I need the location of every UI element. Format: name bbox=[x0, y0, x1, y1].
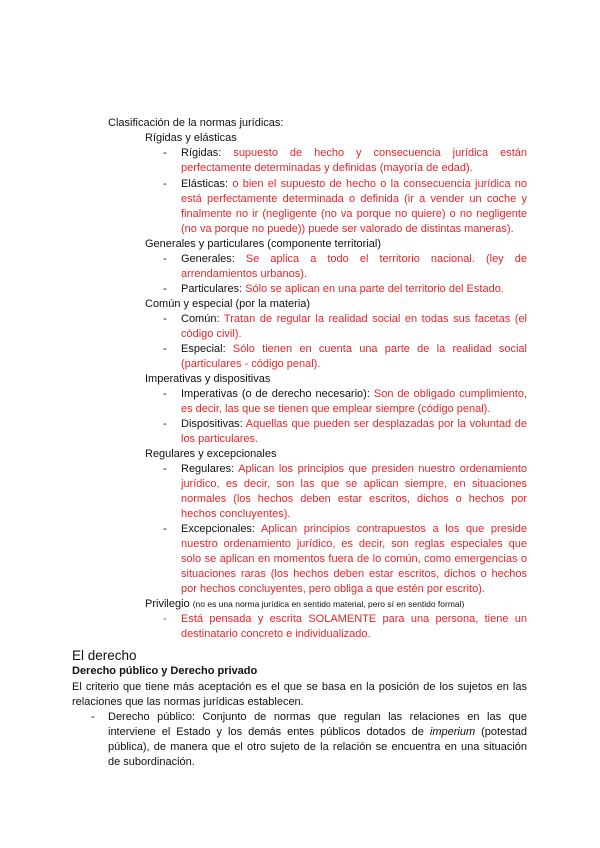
bullet-dash: - bbox=[163, 147, 167, 159]
def-line: finalmente no ir (negligente (no va porque no quiere) o no negligente bbox=[181, 208, 527, 220]
bullet-dash: - bbox=[163, 418, 167, 430]
item-generales bbox=[181, 252, 527, 267]
def-line: situaciones raras (los hechos deben estar escritos, dichos o hechos bbox=[181, 568, 527, 580]
item-excepcionales bbox=[181, 522, 527, 537]
term-especial: Especial: bbox=[181, 343, 226, 355]
term-generales: Generales: bbox=[181, 253, 235, 265]
publico-line: de subordinación. bbox=[108, 756, 195, 768]
term-elasticas: Elásticas: bbox=[181, 178, 229, 190]
section-subtitle: Derecho público y Derecho privado bbox=[72, 665, 258, 677]
def-line: (particulares - código penal). bbox=[181, 358, 321, 370]
bullet-dash: - bbox=[91, 711, 95, 723]
term-comun: Común: bbox=[181, 313, 220, 325]
def-line: solo se aplican en momentos fuera de lo común, como emergencias o bbox=[181, 553, 527, 565]
def-line: hechos concluyentes). bbox=[181, 508, 291, 520]
term-particulares: Particulares: bbox=[181, 283, 243, 295]
item-elasticas bbox=[181, 177, 527, 192]
bullet-dash: - bbox=[163, 313, 167, 325]
item-regulares bbox=[181, 462, 527, 477]
def-line: o bien el supuesto de hecho o la consecuencia jurídica no bbox=[232, 178, 528, 190]
def-line: arrendamientos urbanos). bbox=[181, 268, 307, 280]
group-heading-regulares-excepcionales: Regulares y excepcionales bbox=[145, 448, 277, 460]
section-title: El derecho bbox=[72, 648, 137, 663]
def-line: está perfectamente determinada o definida (ir a vender un coche y bbox=[181, 193, 527, 205]
term-imperativas: Imperativas (o de derecho necesario): bbox=[181, 388, 370, 400]
item-especial bbox=[181, 342, 527, 357]
classification-title: Clasificación de la normas jurídicas: bbox=[108, 117, 284, 129]
imperium-term: imperium bbox=[429, 726, 476, 738]
term-excepcionales: Excepcionales: bbox=[181, 523, 255, 535]
bullet-dash: - bbox=[163, 343, 167, 355]
publico-text: (potestad bbox=[481, 726, 527, 738]
privilegio-note: (no es una norma jurídica en sentido material, pero sí en sentido formal) bbox=[192, 599, 465, 609]
def-line: código civil). bbox=[181, 328, 242, 340]
group-heading-imperativas-dispositivas: Imperativas y dispositivas bbox=[145, 373, 271, 385]
def-line: (no va porque no puede)) puede ser valorado de distintas maneras). bbox=[181, 223, 514, 235]
publico-line: Derecho público: Conjunto de normas que regulan las relaciones en las que bbox=[108, 711, 527, 723]
item-rigidas bbox=[181, 146, 527, 161]
bullet-dash: - bbox=[163, 388, 167, 400]
bullet-dash: - bbox=[163, 283, 167, 295]
bullet-dash: - bbox=[163, 613, 167, 625]
def-line: por hechos concluyentes, pero obliga a que estén por escrito). bbox=[181, 583, 485, 595]
bullet-dash: - bbox=[163, 178, 167, 190]
group-heading-privilegio bbox=[145, 597, 464, 612]
def-line: Está pensada y escrita SOLAMENTE para una persona, tiene un bbox=[181, 613, 527, 625]
def-line: destinatario concreto e individualizado. bbox=[181, 628, 371, 640]
def-line: Son de obligado cumplimiento, bbox=[373, 388, 528, 400]
intro-line: relaciones que las normas jurídicas establecen. bbox=[72, 696, 304, 708]
def-line: Tratan de regular la realidad social en todas sus facetas (el bbox=[223, 313, 528, 325]
bullet-dash: - bbox=[163, 463, 167, 475]
def-line: normales (los hechos deben estar escritos, dichos o hechos por bbox=[181, 493, 527, 505]
def-line: Aquellas que pueden ser desplazadas por la voluntad de bbox=[245, 418, 527, 430]
bullet-dash: - bbox=[163, 253, 167, 265]
term-rigidas: Rígidas: bbox=[181, 147, 222, 159]
def-line: los particulares. bbox=[181, 433, 259, 445]
term-dispositivas: Dispositivas: bbox=[181, 418, 243, 430]
def-line: supuesto de hecho y consecuencia jurídica están bbox=[233, 147, 527, 159]
publico-text: interviene el Estado y los demás entes públicos dotados de bbox=[108, 726, 424, 738]
privilegio-heading: Privilegio bbox=[145, 598, 190, 610]
item-dispositivas bbox=[181, 417, 527, 432]
def-line: Sólo tienen en cuenta una parte de la realidad social bbox=[232, 343, 527, 355]
publico-line bbox=[108, 725, 527, 740]
def-line: jurídico, es decir, son las que se aplican siempre, en situaciones bbox=[181, 478, 527, 490]
group-heading-rigidas-elasticas: Rígidas y elásticas bbox=[145, 132, 237, 144]
item-comun bbox=[181, 312, 527, 327]
item-particulares bbox=[181, 282, 504, 297]
bullet-dash: - bbox=[163, 523, 167, 535]
group-heading-generales-particulares: Generales y particulares (componente territorial) bbox=[145, 238, 381, 250]
intro-line: El criterio que tiene más aceptación es el que se basa en la posición de los sujetos en las bbox=[72, 681, 527, 693]
def-line: Aplican los principios que presiden nuestro ordenamiento bbox=[238, 463, 528, 475]
publico-line: pública), de manera que el otro sujeto de la relación se encuentra en una situación bbox=[108, 741, 527, 753]
def-line: nuestro ordenamiento jurídico, es decir, son reglas especiales que bbox=[181, 538, 527, 550]
def-line: Se aplica a todo el territorio nacional. (ley de bbox=[245, 253, 527, 265]
item-imperativas bbox=[181, 387, 527, 402]
def-line: perfectamente determinadas y definidas (mayoría de edad). bbox=[181, 162, 473, 174]
def-line: Sólo se aplican en una parte del territorio del Estado. bbox=[245, 283, 504, 295]
def-line: Aplican principios contrapuestos a los que preside bbox=[261, 523, 527, 535]
term-regulares: Regulares: bbox=[181, 463, 235, 475]
def-line: es decir, las que se tienen que emplear siempre (código penal). bbox=[181, 403, 491, 415]
group-heading-comun-especial: Común y especial (por la materia) bbox=[145, 298, 311, 310]
